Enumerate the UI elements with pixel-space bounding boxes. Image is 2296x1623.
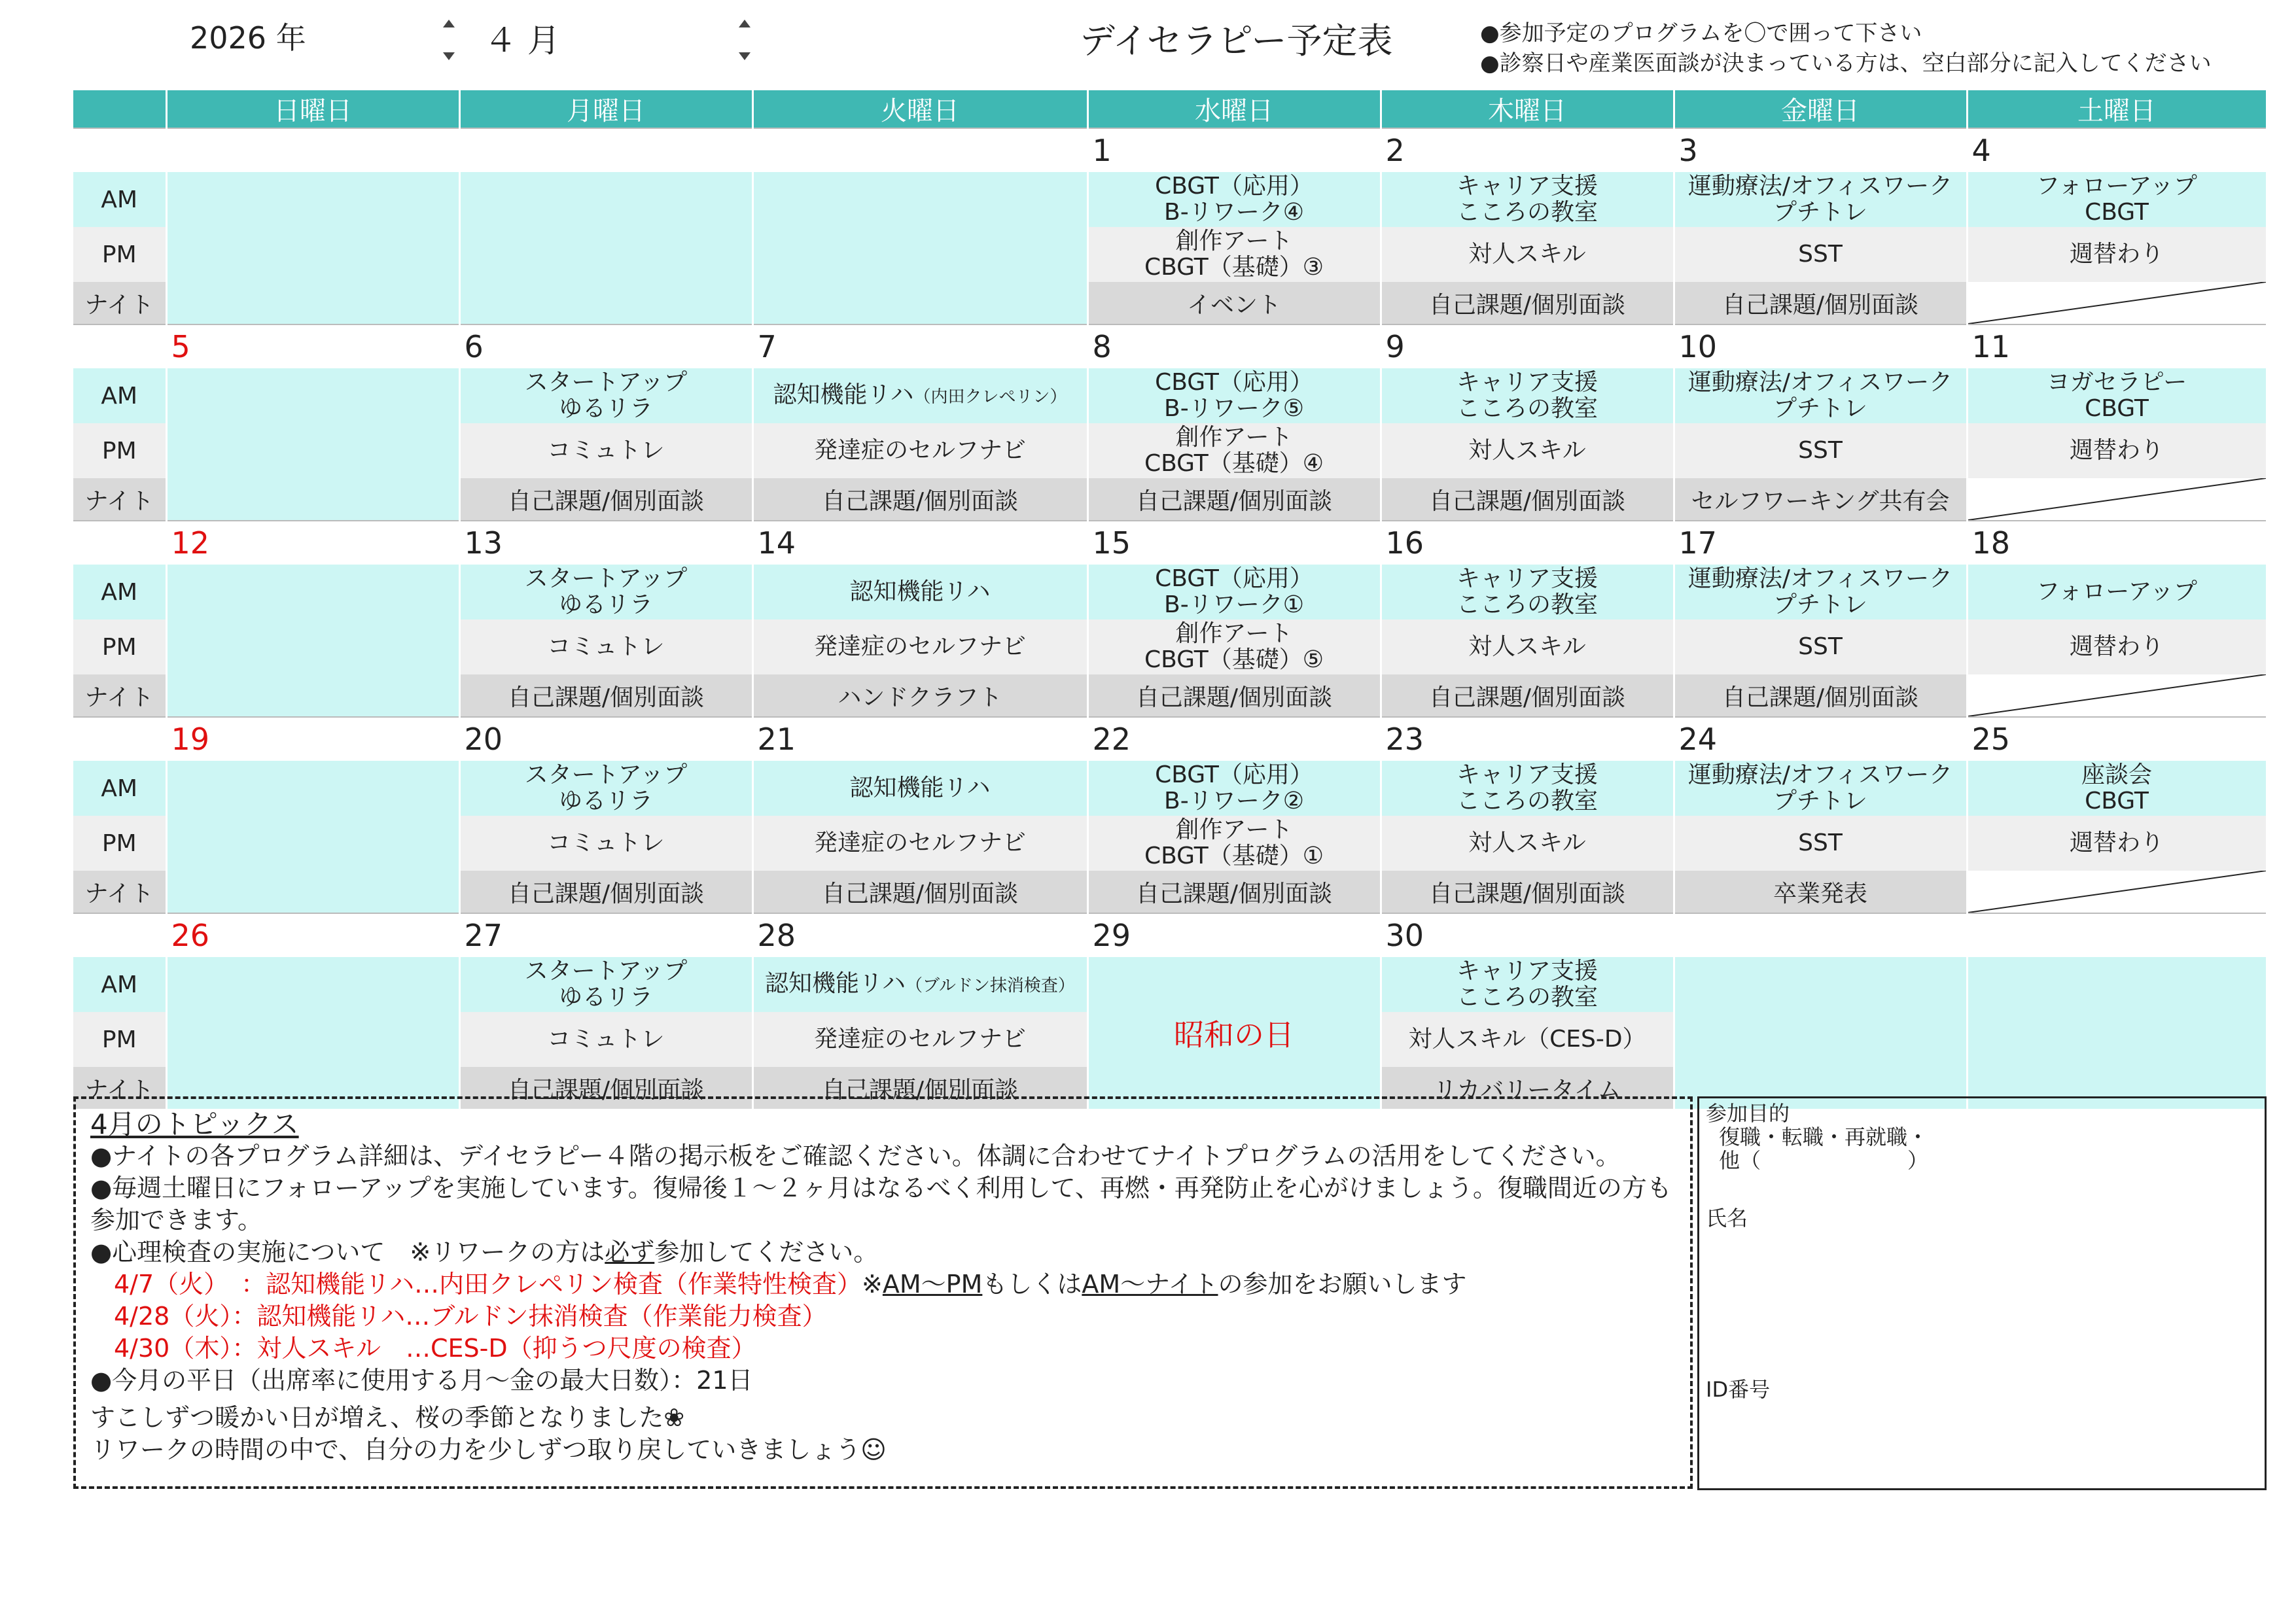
test-schedule-1: 4/7（火） ：認知機能リハ…内田クレペリン検査（作業特性検査） bbox=[114, 1270, 862, 1299]
program-am[interactable]: 座談会 CBGT bbox=[1967, 761, 2267, 816]
topic-line: ●ナイトの各プログラム詳細は、デイセラピー４階の掲示板をご確認ください。体調に合わせてナイトプログラムの活用をしてください。 bbox=[90, 1142, 1621, 1170]
program-am[interactable]: 運動療法/オフィスワーク プチトレ bbox=[1674, 565, 1967, 620]
program-pm[interactable]: 発達症のセルフナビ bbox=[752, 816, 1087, 871]
weekday-header: 土曜日 bbox=[1967, 90, 2267, 128]
date-cell: 11 bbox=[1967, 324, 2267, 368]
program-am[interactable] bbox=[752, 957, 1087, 1012]
name-label: 氏名 bbox=[1706, 1206, 1748, 1230]
instruction-1: ●参加予定のプログラムを〇で囲って下さい bbox=[1480, 20, 1922, 46]
participant-form bbox=[1697, 1096, 2267, 1490]
program-am[interactable]: スタートアップ ゆるリラ bbox=[459, 957, 752, 1012]
program-night[interactable]: 自己課題/個別面談 bbox=[1381, 478, 1674, 521]
schedule-calendar bbox=[73, 90, 2268, 1109]
topic-emphasis: 必ず bbox=[605, 1238, 655, 1266]
program-pm[interactable]: 対人スキル（CES-D） bbox=[1381, 1012, 1674, 1067]
test-line bbox=[90, 1268, 1676, 1300]
date-row bbox=[73, 324, 2267, 368]
date-cell: 24 bbox=[1674, 717, 1967, 761]
date-cell: 18 bbox=[1967, 521, 2267, 565]
date-row bbox=[73, 717, 2267, 761]
test-note: もしくは bbox=[982, 1270, 1082, 1299]
test-schedule-3: 4/30（木）：対人スキル …CES-D（抑うつ尺度の検査） bbox=[114, 1334, 756, 1363]
program-pm[interactable]: SST bbox=[1674, 423, 1967, 478]
date-cell: 21 bbox=[752, 717, 1087, 761]
program-am[interactable]: CBGT（応用） B-リワーク① bbox=[1087, 565, 1381, 620]
night-slash-cell bbox=[1967, 478, 2267, 521]
program-pm[interactable]: 週替わり bbox=[1967, 423, 2267, 478]
am-row bbox=[73, 761, 2267, 816]
topic-line bbox=[90, 1236, 1676, 1268]
date-cell: 23 bbox=[1381, 717, 1674, 761]
message-text: リワークの時間の中で、自分の力を少しずつ取り戻していきましょう bbox=[90, 1435, 861, 1464]
date-cell bbox=[166, 128, 459, 172]
night-label: ナイト bbox=[73, 478, 166, 521]
date-cell: 1 bbox=[1087, 128, 1381, 172]
date-cell: 25 bbox=[1967, 717, 2267, 761]
program-text: 認知機能リハ bbox=[773, 381, 914, 408]
program-text: 認知機能リハ bbox=[765, 969, 906, 997]
program-am[interactable]: CBGT（応用） B-リワーク② bbox=[1087, 761, 1381, 816]
program-night[interactable]: ハンドクラフト bbox=[752, 674, 1087, 717]
night-slash-cell bbox=[1967, 282, 2267, 324]
program-am[interactable]: 認知機能リハ bbox=[752, 761, 1087, 816]
am-row bbox=[73, 172, 2267, 227]
program-pm[interactable]: コミュトレ bbox=[459, 620, 752, 674]
pm-label: PM bbox=[73, 620, 166, 674]
program-night[interactable]: 自己課題/個別面談 bbox=[1381, 871, 1674, 913]
pm-label: PM bbox=[73, 423, 166, 478]
program-night[interactable]: 自己課題/個別面談 bbox=[459, 478, 752, 521]
topic-line: ●今月の平日（出席率に使用する月～金の最大日数）：21日 bbox=[90, 1366, 753, 1395]
program-am[interactable]: フォローアップ bbox=[1967, 565, 2267, 620]
program-night[interactable]: 自己課題/個別面談 bbox=[752, 871, 1087, 913]
program-am[interactable]: 認知機能リハ bbox=[752, 565, 1087, 620]
program-pm[interactable]: SST bbox=[1674, 620, 1967, 674]
program-am[interactable]: スタートアップ ゆるリラ bbox=[459, 565, 752, 620]
program-night[interactable]: 自己課題/個別面談 bbox=[1381, 674, 1674, 717]
program-pm[interactable]: 週替わり bbox=[1967, 816, 2267, 871]
month-label: ４ 月 bbox=[484, 22, 560, 60]
empty-day[interactable] bbox=[459, 172, 752, 324]
program-am[interactable]: キャリア支援 こころの教室 bbox=[1381, 172, 1674, 227]
program-night[interactable]: セルフワーキング共有会 bbox=[1674, 478, 1967, 521]
weekday-header: 木曜日 bbox=[1381, 90, 1674, 128]
am-label: AM bbox=[73, 565, 166, 620]
instructions bbox=[1480, 18, 2212, 79]
test-note: の参加をお願いします bbox=[1218, 1270, 1467, 1299]
program-night[interactable]: 自己課題/個別面談 bbox=[1674, 282, 1967, 324]
program-pm[interactable]: 対人スキル bbox=[1381, 620, 1674, 674]
program-pm[interactable]: 創作アート CBGT（基礎）⑤ bbox=[1087, 620, 1381, 674]
instruction-2: ●診察日や産業医面談が決まっている方は、空白部分に記入してください bbox=[1480, 50, 2212, 77]
spinner-up-icon[interactable] bbox=[443, 20, 455, 27]
label-cell bbox=[73, 717, 166, 761]
program-night[interactable]: 自己課題/個別面談 bbox=[1087, 478, 1381, 521]
weekday-header: 月曜日 bbox=[459, 90, 752, 128]
date-cell: 5 bbox=[166, 324, 459, 368]
program-night[interactable]: イベント bbox=[1087, 282, 1381, 324]
program-pm[interactable]: コミュトレ bbox=[459, 816, 752, 871]
date-cell: 7 bbox=[752, 324, 1087, 368]
date-cell: 8 bbox=[1087, 324, 1381, 368]
program-am[interactable]: フォローアップ CBGT bbox=[1967, 172, 2267, 227]
purpose-options[interactable]: 復職・転職・再就職・ bbox=[1719, 1125, 1929, 1149]
program-pm[interactable]: 週替わり bbox=[1967, 227, 2267, 282]
name-field[interactable] bbox=[1739, 1229, 2236, 1386]
program-night[interactable]: 自己課題/個別面談 bbox=[1087, 871, 1381, 913]
program-pm[interactable]: 対人スキル bbox=[1381, 227, 1674, 282]
night-label: ナイト bbox=[73, 1067, 166, 1109]
program-am[interactable]: スタートアップ ゆるリラ bbox=[459, 368, 752, 423]
am-label: AM bbox=[73, 172, 166, 227]
date-cell bbox=[1967, 913, 2267, 957]
program-night[interactable]: 自己課題/個別面談 bbox=[752, 478, 1087, 521]
message-text: すこしずつ暖かい日が増え、桜の季節となりました bbox=[90, 1403, 664, 1432]
page-title: デイセラピー予定表 bbox=[1080, 20, 1393, 61]
topics-title: 4月のトピックス bbox=[90, 1108, 299, 1140]
sunday-empty[interactable] bbox=[166, 565, 459, 717]
program-pm[interactable]: 発達症のセルフナビ bbox=[752, 620, 1087, 674]
program-am[interactable]: ヨガセラピー CBGT bbox=[1967, 368, 2267, 423]
am-label: AM bbox=[73, 368, 166, 423]
date-cell: 28 bbox=[752, 913, 1087, 957]
night-slash-cell bbox=[1967, 871, 2267, 913]
message-line bbox=[90, 1402, 1676, 1434]
spinner-down-icon[interactable] bbox=[443, 52, 455, 60]
label-cell bbox=[73, 913, 166, 957]
weekday-header: 日曜日 bbox=[166, 90, 459, 128]
topic-text: ●心理検査の実施について ※リワークの方は bbox=[90, 1238, 605, 1266]
program-pm[interactable]: 創作アート CBGT（基礎）④ bbox=[1087, 423, 1381, 478]
date-cell: 6 bbox=[459, 324, 752, 368]
message-line bbox=[90, 1434, 1676, 1466]
sunday-empty[interactable] bbox=[166, 368, 459, 521]
program-note: （内田クレペリン） bbox=[913, 387, 1067, 407]
date-cell: 14 bbox=[752, 521, 1087, 565]
program-am[interactable]: キャリア支援 こころの教室 bbox=[1381, 368, 1674, 423]
program-night[interactable]: 自己課題/個別面談 bbox=[1381, 282, 1674, 324]
weekday-header: 水曜日 bbox=[1087, 90, 1381, 128]
empty-day[interactable] bbox=[1967, 957, 2267, 1109]
program-pm[interactable]: 創作アート CBGT（基礎）① bbox=[1087, 816, 1381, 871]
program-pm[interactable]: SST bbox=[1674, 227, 1967, 282]
program-night[interactable]: 自己課題/個別面談 bbox=[459, 871, 752, 913]
test-note: AM～ナイト bbox=[1082, 1270, 1218, 1299]
date-cell: 2 bbox=[1381, 128, 1674, 172]
am-label: AM bbox=[73, 957, 166, 1012]
program-am[interactable]: CBGT（応用） B-リワーク⑤ bbox=[1087, 368, 1381, 423]
corner-cell bbox=[73, 90, 166, 128]
pm-label: PM bbox=[73, 227, 166, 282]
am-row bbox=[73, 368, 2267, 423]
program-night[interactable]: 自己課題/個別面談 bbox=[459, 674, 752, 717]
empty-day[interactable] bbox=[1674, 957, 1967, 1109]
program-night[interactable]: 自己課題/個別面談 bbox=[459, 1067, 752, 1109]
program-night[interactable]: 卒業発表 bbox=[1674, 871, 1967, 913]
night-slash-cell bbox=[1967, 674, 2267, 717]
night-label: ナイト bbox=[73, 871, 166, 913]
program-pm[interactable]: 週替わり bbox=[1967, 620, 2267, 674]
date-cell: 29 bbox=[1087, 913, 1381, 957]
test-note: ※ bbox=[862, 1270, 883, 1299]
empty-day[interactable] bbox=[752, 172, 1087, 324]
program-pm[interactable]: コミュトレ bbox=[459, 1012, 752, 1067]
program-pm[interactable]: 発達症のセルフナビ bbox=[752, 1012, 1087, 1067]
pm-label: PM bbox=[73, 1012, 166, 1067]
test-schedule-2: 4/28（火）：認知機能リハ…ブルドン抹消検査（作業能力検査） bbox=[114, 1302, 827, 1331]
sunday-empty[interactable] bbox=[166, 172, 459, 324]
program-am[interactable]: 運動療法/オフィスワーク プチトレ bbox=[1674, 368, 1967, 423]
date-cell bbox=[752, 128, 1087, 172]
program-night[interactable]: 自己課題/個別面談 bbox=[752, 1067, 1087, 1109]
program-note: （ブルドン抹消検査） bbox=[905, 975, 1075, 996]
program-pm[interactable]: 対人スキル bbox=[1381, 816, 1674, 871]
program-night[interactable]: 自己課題/個別面談 bbox=[1674, 674, 1967, 717]
date-cell: 20 bbox=[459, 717, 752, 761]
date-cell: 27 bbox=[459, 913, 752, 957]
spinner-up-icon[interactable] bbox=[739, 20, 751, 27]
topic-line: ●毎週土曜日にフォローアップを実施しています。復帰後１～２ヶ月はなるべく利用して、再燃・再発防止を心がけましょう。復職間近の方も bbox=[90, 1174, 1672, 1202]
month-spinner[interactable] bbox=[733, 5, 756, 77]
test-note: AM～PM bbox=[882, 1270, 983, 1299]
program-am[interactable]: CBGT（応用） B-リワーク④ bbox=[1087, 172, 1381, 227]
year-spinner[interactable] bbox=[437, 5, 461, 77]
date-cell: 13 bbox=[459, 521, 752, 565]
smile-icon: ☺ bbox=[860, 1435, 887, 1464]
sunday-empty[interactable] bbox=[166, 957, 459, 1109]
program-am[interactable]: 運動療法/オフィスワーク プチトレ bbox=[1674, 761, 1967, 816]
label-cell bbox=[73, 128, 166, 172]
date-row bbox=[73, 128, 2267, 172]
program-pm[interactable]: SST bbox=[1674, 816, 1967, 871]
date-cell: 30 bbox=[1381, 913, 1674, 957]
purpose-other[interactable]: 他（ ） bbox=[1719, 1148, 1929, 1173]
date-row bbox=[73, 913, 2267, 957]
spinner-down-icon[interactable] bbox=[739, 52, 751, 60]
label-cell bbox=[73, 521, 166, 565]
date-cell: 16 bbox=[1381, 521, 1674, 565]
pm-label: PM bbox=[73, 816, 166, 871]
program-pm[interactable]: コミュトレ bbox=[459, 423, 752, 478]
night-label: ナイト bbox=[73, 282, 166, 324]
am-label: AM bbox=[73, 761, 166, 816]
program-pm[interactable]: 創作アート CBGT（基礎）③ bbox=[1087, 227, 1381, 282]
flower-icon: ❀ bbox=[663, 1403, 685, 1432]
holiday-label: 昭和の日 bbox=[1087, 957, 1381, 1109]
date-cell bbox=[459, 128, 752, 172]
program-am[interactable]: キャリア支援 こころの教室 bbox=[1381, 565, 1674, 620]
label-cell bbox=[73, 324, 166, 368]
date-cell: 22 bbox=[1087, 717, 1381, 761]
date-cell bbox=[1674, 913, 1967, 957]
date-cell: 17 bbox=[1674, 521, 1967, 565]
date-cell: 9 bbox=[1381, 324, 1674, 368]
program-am[interactable] bbox=[752, 368, 1087, 423]
program-am[interactable]: キャリア支援 こころの教室 bbox=[1381, 761, 1674, 816]
night-label: ナイト bbox=[73, 674, 166, 717]
id-field[interactable] bbox=[1739, 1401, 2236, 1479]
am-row bbox=[73, 957, 2267, 1012]
topics-box bbox=[73, 1096, 1693, 1489]
date-cell: 12 bbox=[166, 521, 459, 565]
program-am[interactable]: 運動療法/オフィスワーク プチトレ bbox=[1674, 172, 1967, 227]
date-cell: 26 bbox=[166, 913, 459, 957]
program-night[interactable]: 自己課題/個別面談 bbox=[1087, 674, 1381, 717]
program-pm[interactable]: 対人スキル bbox=[1381, 423, 1674, 478]
weekday-header: 火曜日 bbox=[752, 90, 1087, 128]
date-cell: 15 bbox=[1087, 521, 1381, 565]
year-label: 2026 年 bbox=[190, 20, 306, 56]
id-label: ID番号 bbox=[1706, 1377, 1771, 1402]
date-row bbox=[73, 521, 2267, 565]
date-cell: 3 bbox=[1674, 128, 1967, 172]
program-am[interactable]: キャリア支援 こころの教室 bbox=[1381, 957, 1674, 1012]
topic-text: 参加してください。 bbox=[654, 1238, 879, 1266]
program-am[interactable]: スタートアップ ゆるリラ bbox=[459, 761, 752, 816]
sunday-empty[interactable] bbox=[166, 761, 459, 913]
weekday-header: 金曜日 bbox=[1674, 90, 1967, 128]
topic-line: 参加できます。 bbox=[90, 1206, 262, 1234]
date-cell: 19 bbox=[166, 717, 459, 761]
date-cell: 4 bbox=[1967, 128, 2267, 172]
program-pm[interactable]: 発達症のセルフナビ bbox=[752, 423, 1087, 478]
program-night[interactable]: リカバリータイム bbox=[1381, 1067, 1674, 1109]
am-row bbox=[73, 565, 2267, 620]
date-cell: 10 bbox=[1674, 324, 1967, 368]
purpose-label: 参加目的 bbox=[1706, 1101, 1790, 1126]
header bbox=[0, 0, 2296, 85]
